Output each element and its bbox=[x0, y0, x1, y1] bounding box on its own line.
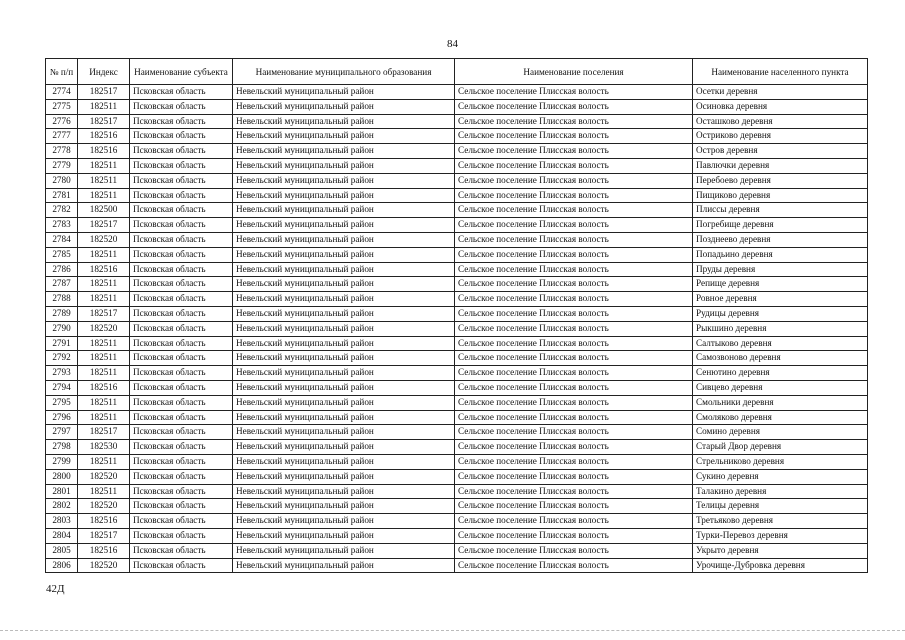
cell-subject: Псковская область bbox=[130, 247, 233, 262]
table-body bbox=[46, 85, 868, 573]
cell-subject: Псковская область bbox=[130, 410, 233, 425]
cell-num: 2783 bbox=[46, 218, 78, 233]
cell-index: 182511 bbox=[78, 158, 130, 173]
cell-num: 2800 bbox=[46, 469, 78, 484]
cell-index: 182511 bbox=[78, 395, 130, 410]
cell-subject: Псковская область bbox=[130, 351, 233, 366]
cell-num: 2775 bbox=[46, 99, 78, 114]
cell-subject: Псковская область bbox=[130, 306, 233, 321]
cell-locality: Третьяково деревня bbox=[693, 514, 868, 529]
cell-num: 2778 bbox=[46, 144, 78, 159]
cell-subject: Псковская область bbox=[130, 469, 233, 484]
table-row bbox=[46, 203, 868, 218]
cell-locality: Осташково деревня bbox=[693, 114, 868, 129]
cell-municipality: Невельский муниципальный район bbox=[233, 514, 455, 529]
cell-settlement: Сельское поселение Плисская волость bbox=[455, 262, 693, 277]
cell-num: 2786 bbox=[46, 262, 78, 277]
cell-index: 182511 bbox=[78, 351, 130, 366]
table-row bbox=[46, 218, 868, 233]
cell-subject: Псковская область bbox=[130, 366, 233, 381]
table-row bbox=[46, 558, 868, 573]
cell-index: 182516 bbox=[78, 129, 130, 144]
cell-municipality: Невельский муниципальный район bbox=[233, 218, 455, 233]
cell-municipality: Невельский муниципальный район bbox=[233, 380, 455, 395]
cell-num: 2806 bbox=[46, 558, 78, 573]
cell-num: 2796 bbox=[46, 410, 78, 425]
table-row bbox=[46, 188, 868, 203]
cell-index: 182516 bbox=[78, 144, 130, 159]
table-row bbox=[46, 277, 868, 292]
table-row bbox=[46, 351, 868, 366]
cell-index: 182530 bbox=[78, 440, 130, 455]
cell-num: 2805 bbox=[46, 543, 78, 558]
cell-index: 182511 bbox=[78, 277, 130, 292]
cell-index: 182511 bbox=[78, 188, 130, 203]
cell-num: 2797 bbox=[46, 425, 78, 440]
cell-num: 2774 bbox=[46, 85, 78, 100]
cell-subject: Псковская область bbox=[130, 158, 233, 173]
cell-subject: Псковская область bbox=[130, 395, 233, 410]
cell-municipality: Невельский муниципальный район bbox=[233, 114, 455, 129]
table-row bbox=[46, 114, 868, 129]
cell-locality: Сенютино деревня bbox=[693, 366, 868, 381]
cell-locality: Репище деревня bbox=[693, 277, 868, 292]
cell-settlement: Сельское поселение Плисская волость bbox=[455, 484, 693, 499]
cell-settlement: Сельское поселение Плисская волость bbox=[455, 144, 693, 159]
cell-subject: Псковская область bbox=[130, 203, 233, 218]
cell-municipality: Невельский муниципальный район bbox=[233, 85, 455, 100]
cell-num: 2777 bbox=[46, 129, 78, 144]
cell-municipality: Невельский муниципальный район bbox=[233, 144, 455, 159]
cell-settlement: Сельское поселение Плисская волость bbox=[455, 528, 693, 543]
cell-subject: Псковская область bbox=[130, 484, 233, 499]
cell-settlement: Сельское поселение Плисская волость bbox=[455, 218, 693, 233]
cell-settlement: Сельское поселение Плисская волость bbox=[455, 188, 693, 203]
cell-num: 2795 bbox=[46, 395, 78, 410]
cell-locality: Укрыто деревня bbox=[693, 543, 868, 558]
cell-subject: Псковская область bbox=[130, 380, 233, 395]
cell-locality: Телицы деревня bbox=[693, 499, 868, 514]
cell-index: 182517 bbox=[78, 425, 130, 440]
cell-index: 182520 bbox=[78, 469, 130, 484]
cell-num: 2801 bbox=[46, 484, 78, 499]
cell-settlement: Сельское поселение Плисская волость bbox=[455, 321, 693, 336]
settlements-table bbox=[45, 58, 868, 573]
table-row bbox=[46, 232, 868, 247]
cell-settlement: Сельское поселение Плисская волость bbox=[455, 203, 693, 218]
cell-index: 182516 bbox=[78, 543, 130, 558]
cell-index: 182511 bbox=[78, 173, 130, 188]
cell-subject: Псковская область bbox=[130, 232, 233, 247]
cell-num: 2781 bbox=[46, 188, 78, 203]
table-row bbox=[46, 528, 868, 543]
table-row bbox=[46, 129, 868, 144]
cell-locality: Смольники деревня bbox=[693, 395, 868, 410]
cell-num: 2776 bbox=[46, 114, 78, 129]
table-row bbox=[46, 336, 868, 351]
cell-locality: Позднеево деревня bbox=[693, 232, 868, 247]
cell-locality: Погребище деревня bbox=[693, 218, 868, 233]
cell-settlement: Сельское поселение Плисская волость bbox=[455, 232, 693, 247]
cell-locality: Талакино деревня bbox=[693, 484, 868, 499]
cell-num: 2798 bbox=[46, 440, 78, 455]
table-row bbox=[46, 158, 868, 173]
table-row bbox=[46, 85, 868, 100]
cell-subject: Псковская область bbox=[130, 425, 233, 440]
cell-num: 2799 bbox=[46, 454, 78, 469]
table-row bbox=[46, 514, 868, 529]
table-row bbox=[46, 366, 868, 381]
cell-settlement: Сельское поселение Плисская волость bbox=[455, 558, 693, 573]
cell-municipality: Невельский муниципальный район bbox=[233, 173, 455, 188]
cell-num: 2779 bbox=[46, 158, 78, 173]
cell-settlement: Сельское поселение Плисская волость bbox=[455, 277, 693, 292]
cell-locality: Попадьино деревня bbox=[693, 247, 868, 262]
cell-municipality: Невельский муниципальный район bbox=[233, 292, 455, 307]
cell-municipality: Невельский муниципальный район bbox=[233, 425, 455, 440]
table-row bbox=[46, 499, 868, 514]
table-row bbox=[46, 543, 868, 558]
table-row bbox=[46, 425, 868, 440]
header-locality: Наименование населенного пункта bbox=[693, 59, 868, 85]
cell-settlement: Сельское поселение Плисская волость bbox=[455, 99, 693, 114]
cell-subject: Псковская область bbox=[130, 454, 233, 469]
cell-settlement: Сельское поселение Плисская волость bbox=[455, 85, 693, 100]
cell-subject: Псковская область bbox=[130, 188, 233, 203]
table-row bbox=[46, 247, 868, 262]
cell-num: 2794 bbox=[46, 380, 78, 395]
cell-num: 2803 bbox=[46, 514, 78, 529]
cell-num: 2802 bbox=[46, 499, 78, 514]
table-row bbox=[46, 306, 868, 321]
cell-locality: Старый Двор деревня bbox=[693, 440, 868, 455]
cell-locality: Турки-Перевоз деревня bbox=[693, 528, 868, 543]
cell-locality: Рыкшино деревня bbox=[693, 321, 868, 336]
cell-municipality: Невельский муниципальный район bbox=[233, 232, 455, 247]
cell-num: 2791 bbox=[46, 336, 78, 351]
cell-settlement: Сельское поселение Плисская волость bbox=[455, 499, 693, 514]
cell-subject: Псковская область bbox=[130, 336, 233, 351]
header-num: № п/п bbox=[46, 59, 78, 85]
cell-locality: Осетки деревня bbox=[693, 85, 868, 100]
cell-settlement: Сельское поселение Плисская волость bbox=[455, 129, 693, 144]
cell-settlement: Сельское поселение Плисская волость bbox=[455, 514, 693, 529]
cell-locality: Остров деревня bbox=[693, 144, 868, 159]
cell-subject: Псковская область bbox=[130, 173, 233, 188]
cell-municipality: Невельский муниципальный район bbox=[233, 336, 455, 351]
cell-municipality: Невельский муниципальный район bbox=[233, 454, 455, 469]
cell-locality: Павлючки деревня bbox=[693, 158, 868, 173]
cell-locality: Урочище-Дубровка деревня bbox=[693, 558, 868, 573]
header-subject: Наименование субъекта bbox=[130, 59, 233, 85]
cell-locality: Салтыково деревня bbox=[693, 336, 868, 351]
cell-num: 2789 bbox=[46, 306, 78, 321]
cell-num: 2787 bbox=[46, 277, 78, 292]
cell-settlement: Сельское поселение Плисская волость bbox=[455, 306, 693, 321]
cell-locality: Рудицы деревня bbox=[693, 306, 868, 321]
cell-index: 182520 bbox=[78, 558, 130, 573]
cell-index: 182511 bbox=[78, 410, 130, 425]
cell-index: 182517 bbox=[78, 306, 130, 321]
cell-settlement: Сельское поселение Плисская волость bbox=[455, 336, 693, 351]
cell-municipality: Невельский муниципальный район bbox=[233, 395, 455, 410]
cell-locality: Пруды деревня bbox=[693, 262, 868, 277]
cell-subject: Псковская область bbox=[130, 321, 233, 336]
cell-subject: Псковская область bbox=[130, 292, 233, 307]
page-number: 84 bbox=[447, 38, 458, 50]
cell-municipality: Невельский муниципальный район bbox=[233, 543, 455, 558]
cell-municipality: Невельский муниципальный район bbox=[233, 440, 455, 455]
cell-index: 182520 bbox=[78, 499, 130, 514]
table-row bbox=[46, 321, 868, 336]
cell-settlement: Сельское поселение Плисская волость bbox=[455, 425, 693, 440]
cell-index: 182511 bbox=[78, 99, 130, 114]
cell-index: 182516 bbox=[78, 514, 130, 529]
cell-num: 2782 bbox=[46, 203, 78, 218]
cell-num: 2785 bbox=[46, 247, 78, 262]
cell-locality: Ровное деревня bbox=[693, 292, 868, 307]
cell-subject: Псковская область bbox=[130, 262, 233, 277]
cell-subject: Псковская область bbox=[130, 277, 233, 292]
table-row bbox=[46, 440, 868, 455]
table-row bbox=[46, 173, 868, 188]
cell-subject: Псковская область bbox=[130, 543, 233, 558]
cell-subject: Псковская область bbox=[130, 499, 233, 514]
cell-municipality: Невельский муниципальный район bbox=[233, 203, 455, 218]
cell-num: 2780 bbox=[46, 173, 78, 188]
cell-municipality: Невельский муниципальный район bbox=[233, 499, 455, 514]
cell-settlement: Сельское поселение Плисская волость bbox=[455, 351, 693, 366]
cell-index: 182511 bbox=[78, 292, 130, 307]
cell-index: 182511 bbox=[78, 336, 130, 351]
cell-locality: Остриково деревня bbox=[693, 129, 868, 144]
cell-municipality: Невельский муниципальный район bbox=[233, 277, 455, 292]
cell-municipality: Невельский муниципальный район bbox=[233, 366, 455, 381]
cell-subject: Псковская область bbox=[130, 129, 233, 144]
cell-settlement: Сельское поселение Плисская волость bbox=[455, 543, 693, 558]
cell-index: 182516 bbox=[78, 262, 130, 277]
cell-settlement: Сельское поселение Плисская волость bbox=[455, 395, 693, 410]
cell-municipality: Невельский муниципальный район bbox=[233, 129, 455, 144]
cell-subject: Псковская область bbox=[130, 99, 233, 114]
cell-locality: Сомино деревня bbox=[693, 425, 868, 440]
header-index: Индекс bbox=[78, 59, 130, 85]
cell-index: 182516 bbox=[78, 380, 130, 395]
cell-index: 182511 bbox=[78, 484, 130, 499]
table-row bbox=[46, 484, 868, 499]
cell-num: 2788 bbox=[46, 292, 78, 307]
cell-index: 182511 bbox=[78, 454, 130, 469]
cell-index: 182500 bbox=[78, 203, 130, 218]
table-row bbox=[46, 262, 868, 277]
cell-index: 182517 bbox=[78, 528, 130, 543]
cell-municipality: Невельский муниципальный район bbox=[233, 410, 455, 425]
cell-locality: Сивцево деревня bbox=[693, 380, 868, 395]
cell-num: 2793 bbox=[46, 366, 78, 381]
cell-num: 2784 bbox=[46, 232, 78, 247]
cell-locality: Перебоево деревня bbox=[693, 173, 868, 188]
cell-locality: Самозвоново деревня bbox=[693, 351, 868, 366]
cell-municipality: Невельский муниципальный район bbox=[233, 262, 455, 277]
cell-settlement: Сельское поселение Плисская волость bbox=[455, 380, 693, 395]
cell-settlement: Сельское поселение Плисская волость bbox=[455, 366, 693, 381]
cell-index: 182511 bbox=[78, 247, 130, 262]
cell-num: 2804 bbox=[46, 528, 78, 543]
table-row bbox=[46, 99, 868, 114]
cell-locality: Сукино деревня bbox=[693, 469, 868, 484]
cell-index: 182517 bbox=[78, 218, 130, 233]
table-row bbox=[46, 380, 868, 395]
cell-settlement: Сельское поселение Плисская волость bbox=[455, 158, 693, 173]
cell-municipality: Невельский муниципальный район bbox=[233, 558, 455, 573]
cell-locality: Смоляково деревня bbox=[693, 410, 868, 425]
cell-subject: Псковская область bbox=[130, 528, 233, 543]
table-row bbox=[46, 292, 868, 307]
cell-index: 182520 bbox=[78, 321, 130, 336]
cell-num: 2792 bbox=[46, 351, 78, 366]
cell-locality: Стрельниково деревня bbox=[693, 454, 868, 469]
table-row bbox=[46, 469, 868, 484]
cell-index: 182511 bbox=[78, 366, 130, 381]
table-row bbox=[46, 454, 868, 469]
cell-municipality: Невельский муниципальный район bbox=[233, 469, 455, 484]
cell-municipality: Невельский муниципальный район bbox=[233, 321, 455, 336]
scan-edge-divider bbox=[0, 630, 905, 632]
cell-settlement: Сельское поселение Плисская волость bbox=[455, 292, 693, 307]
cell-subject: Псковская область bbox=[130, 440, 233, 455]
cell-municipality: Невельский муниципальный район bbox=[233, 188, 455, 203]
cell-locality: Плиссы деревня bbox=[693, 203, 868, 218]
cell-municipality: Невельский муниципальный район bbox=[233, 528, 455, 543]
cell-settlement: Сельское поселение Плисская волость bbox=[455, 114, 693, 129]
cell-subject: Псковская область bbox=[130, 558, 233, 573]
cell-subject: Псковская область bbox=[130, 114, 233, 129]
cell-index: 182517 bbox=[78, 85, 130, 100]
cell-index: 182517 bbox=[78, 114, 130, 129]
header-settlement: Наименование поселения bbox=[455, 59, 693, 85]
cell-municipality: Невельский муниципальный район bbox=[233, 306, 455, 321]
table-row bbox=[46, 395, 868, 410]
cell-index: 182520 bbox=[78, 232, 130, 247]
cell-locality: Осиновка деревня bbox=[693, 99, 868, 114]
cell-settlement: Сельское поселение Плисская волость bbox=[455, 247, 693, 262]
cell-subject: Псковская область bbox=[130, 218, 233, 233]
cell-municipality: Невельский муниципальный район bbox=[233, 99, 455, 114]
cell-settlement: Сельское поселение Плисская волость bbox=[455, 469, 693, 484]
cell-subject: Псковская область bbox=[130, 144, 233, 159]
table-row bbox=[46, 410, 868, 425]
cell-subject: Псковская область bbox=[130, 514, 233, 529]
cell-settlement: Сельское поселение Плисская волость bbox=[455, 173, 693, 188]
cell-municipality: Невельский муниципальный район bbox=[233, 247, 455, 262]
cell-subject: Псковская область bbox=[130, 85, 233, 100]
cell-settlement: Сельское поселение Плисская волость bbox=[455, 440, 693, 455]
footer-code: 42Д bbox=[46, 583, 65, 595]
cell-settlement: Сельское поселение Плисская волость bbox=[455, 454, 693, 469]
cell-municipality: Невельский муниципальный район bbox=[233, 351, 455, 366]
cell-locality: Пищиково деревня bbox=[693, 188, 868, 203]
table-row bbox=[46, 144, 868, 159]
header-municipality: Наименование муниципального образования bbox=[233, 59, 455, 85]
cell-num: 2790 bbox=[46, 321, 78, 336]
cell-municipality: Невельский муниципальный район bbox=[233, 158, 455, 173]
cell-settlement: Сельское поселение Плисская волость bbox=[455, 410, 693, 425]
table-header-row bbox=[46, 59, 868, 85]
cell-municipality: Невельский муниципальный район bbox=[233, 484, 455, 499]
